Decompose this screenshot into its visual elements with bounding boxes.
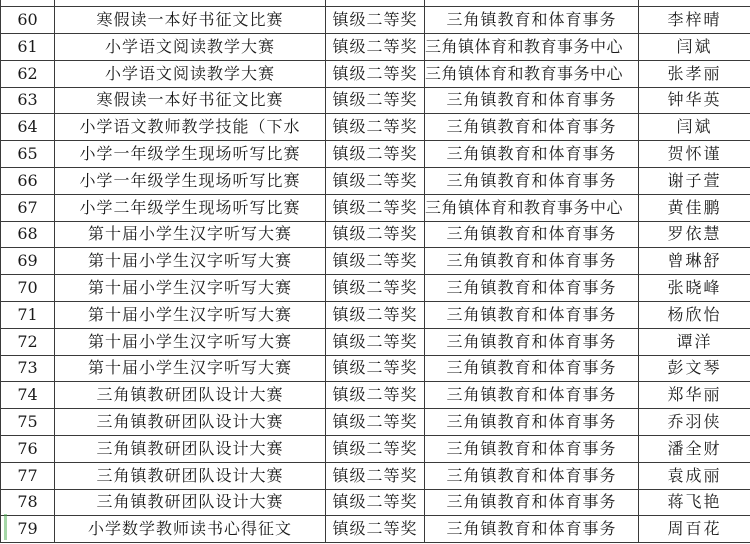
cell-organizer[interactable]: 三角镇教育和体育事务 <box>425 302 639 328</box>
cell-number[interactable]: 78 <box>0 489 55 515</box>
cell-competition-name[interactable]: 第十届小学生汉字听写大赛 <box>55 329 326 355</box>
cell-competition-name[interactable]: 第十届小学生汉字听写大赛 <box>55 355 326 381</box>
cell-competition-name[interactable]: 三角镇教研团队设计大赛 <box>55 489 326 515</box>
cell-winner[interactable]: 潘全财 <box>667 438 722 458</box>
cell-award-level[interactable]: 镇级二等奖 <box>326 382 425 408</box>
cell-competition-name[interactable]: 寒假读一本好书征文比赛 <box>55 87 326 113</box>
cell-winner[interactable]: 李梓晴 <box>667 10 722 29</box>
cell-number[interactable]: 76 <box>0 436 55 462</box>
table-row <box>0 436 750 463</box>
cell-award-level[interactable]: 镇级二等奖 <box>326 61 425 87</box>
cell-organizer[interactable]: 三角镇教育和体育事务 <box>425 248 639 274</box>
cell-competition-name[interactable]: 第十届小学生汉字听写大赛 <box>55 248 326 274</box>
cell-organizer[interactable]: 三角镇教育和体育事务 <box>425 221 639 247</box>
cell-award-level[interactable]: 镇级二等奖 <box>326 436 425 462</box>
cell-award-level[interactable]: 镇级二等奖 <box>326 114 425 140</box>
cell-award-level[interactable]: 镇级二等奖 <box>326 195 425 221</box>
cell-number[interactable]: 68 <box>0 221 55 247</box>
cell-number[interactable]: 66 <box>0 168 55 194</box>
cell-organizer[interactable]: 三角镇教育和体育事务 <box>425 114 639 140</box>
cell-award-level[interactable]: 镇级二等奖 <box>326 168 425 194</box>
table-row <box>0 355 750 382</box>
cell-organizer[interactable]: 三角镇体育和教育事务中心 <box>425 61 639 87</box>
cell-winner[interactable]: 蒋飞艳 <box>667 492 722 512</box>
cell-person[interactable] <box>639 0 750 7</box>
cell-organizer[interactable]: 三角镇教育和体育事务 <box>425 516 639 542</box>
cell-winner[interactable]: 郑华丽 <box>667 385 722 405</box>
cell-number[interactable]: 72 <box>0 329 55 355</box>
table-row <box>0 409 750 436</box>
clipped-row-above <box>0 0 750 7</box>
cell-number[interactable]: 64 <box>0 114 55 140</box>
table-row <box>0 141 750 168</box>
cell-winner[interactable]: 谢子萱 <box>667 170 722 190</box>
table-row <box>0 516 750 543</box>
cell-winner[interactable]: 彭文琴 <box>667 358 722 378</box>
cell-winner[interactable]: 罗依慧 <box>667 224 722 244</box>
table-row <box>0 195 750 222</box>
table-row <box>0 382 750 409</box>
cell-number[interactable]: 60 <box>0 7 55 33</box>
table-row <box>0 248 750 275</box>
cell-number[interactable]: 77 <box>0 463 55 489</box>
cell-award-level[interactable]: 镇级二等奖 <box>326 87 425 113</box>
cell-organizer[interactable]: 三角镇教育和体育事务 <box>425 436 639 462</box>
cell-competition-name[interactable]: 寒假读一本好书征文比赛 <box>55 7 326 33</box>
cell-competition-name[interactable]: 三角镇教研团队设计大赛 <box>55 463 326 489</box>
cell-organizer[interactable]: 三角镇教育和体育事务 <box>425 275 639 301</box>
cell-competition-name[interactable]: 小学语文阅读教学大赛 <box>55 61 326 87</box>
table-row <box>0 275 750 302</box>
cell-name[interactable] <box>55 0 326 7</box>
cell-award-level[interactable]: 镇级二等奖 <box>326 302 425 328</box>
table-row <box>0 489 750 516</box>
cell-winner[interactable]: 闫斌 <box>676 36 713 56</box>
table-row <box>0 329 750 356</box>
table-row <box>0 61 750 88</box>
cell-winner[interactable]: 闫斌 <box>676 117 713 137</box>
cell-number[interactable]: 73 <box>0 355 55 381</box>
cell-org[interactable] <box>425 0 639 7</box>
cell-award-level[interactable]: 镇级二等奖 <box>326 34 425 60</box>
cell-organizer[interactable]: 三角镇教育和体育事务 <box>425 355 639 381</box>
cell-competition-name[interactable]: 第十届小学生汉字听写大赛 <box>55 221 326 247</box>
cell-number[interactable]: 69 <box>0 248 55 274</box>
table-row <box>0 463 750 490</box>
table-row <box>0 7 750 34</box>
cell-number[interactable]: 75 <box>0 409 55 435</box>
cell-competition-name[interactable]: 第十届小学生汉字听写大赛 <box>55 302 326 328</box>
cell-winner[interactable]: 乔羽侠 <box>667 412 722 431</box>
table-row <box>0 302 750 329</box>
cell-winner[interactable]: 张孝丽 <box>667 63 722 83</box>
table-row <box>0 34 750 61</box>
cell-organizer[interactable]: 三角镇教育和体育事务 <box>425 168 639 194</box>
cell-competition-name[interactable]: 三角镇教研团队设计大赛 <box>55 382 326 408</box>
cell-competition-name[interactable]: 小学语文教师教学技能（下水 <box>55 114 326 140</box>
cell-competition-name[interactable]: 小学语文阅读教学大赛 <box>55 34 326 60</box>
cell-number[interactable]: 65 <box>0 141 55 167</box>
cell-award-level[interactable]: 镇级二等奖 <box>326 248 425 274</box>
cell-competition-name[interactable]: 小学二年级学生现场听写比赛 <box>55 195 326 221</box>
cell-competition-name[interactable]: 小学一年级学生现场听写比赛 <box>55 168 326 194</box>
cell-winner[interactable]: 钟华英 <box>667 90 722 110</box>
cell-number[interactable]: 71 <box>0 302 55 328</box>
cell-organizer[interactable]: 三角镇体育和教育事务中心 <box>425 34 639 60</box>
cell-award-level[interactable]: 镇级二等奖 <box>326 7 425 33</box>
cell-number[interactable]: 63 <box>0 87 55 113</box>
cell-competition-name[interactable]: 第十届小学生汉字听写大赛 <box>55 275 326 301</box>
cell-award-level[interactable]: 镇级二等奖 <box>326 221 425 247</box>
cell-award-level[interactable]: 镇级二等奖 <box>326 275 425 301</box>
cell-winner[interactable]: 谭洋 <box>676 331 713 351</box>
cell-organizer[interactable]: 三角镇教育和体育事务 <box>425 7 639 33</box>
table-row <box>0 87 750 114</box>
cell-award-level[interactable]: 镇级二等奖 <box>326 355 425 381</box>
cell-winner[interactable]: 袁成丽 <box>667 465 722 485</box>
cell-number[interactable]: 79 <box>0 516 55 542</box>
cell-competition-name[interactable]: 三角镇教研团队设计大赛 <box>55 436 326 462</box>
cell-award-level[interactable]: 镇级二等奖 <box>326 463 425 489</box>
cell-competition-name[interactable]: 小学一年级学生现场听写比赛 <box>55 141 326 167</box>
cell-num[interactable] <box>0 0 55 7</box>
cell-organizer[interactable]: 三角镇教育和体育事务 <box>425 463 639 489</box>
cell-organizer[interactable]: 三角镇教育和体育事务 <box>425 489 639 515</box>
cell-organizer[interactable]: 三角镇教育和体育事务 <box>425 87 639 113</box>
table-row <box>0 114 750 141</box>
cell-organizer[interactable]: 三角镇体育和教育事务中心 <box>425 195 639 221</box>
cell-award-level[interactable]: 镇级二等奖 <box>326 489 425 515</box>
cell-winner[interactable]: 杨欣怡 <box>667 304 722 324</box>
cell-award-level[interactable]: 镇级二等奖 <box>326 329 425 355</box>
cell-winner[interactable]: 曾琳舒 <box>667 251 722 271</box>
cell-number[interactable]: 61 <box>0 34 55 60</box>
cell-award-level[interactable]: 镇级二等奖 <box>326 516 425 542</box>
active-cell-indicator <box>4 514 7 540</box>
cell-winner[interactable]: 周百花 <box>667 519 722 539</box>
cell-organizer[interactable]: 三角镇教育和体育事务 <box>425 329 639 355</box>
cell-number[interactable]: 62 <box>0 61 55 87</box>
cell-award[interactable] <box>326 0 425 7</box>
cell-competition-name[interactable]: 三角镇教研团队设计大赛 <box>55 409 326 435</box>
table-row <box>0 168 750 195</box>
table-row <box>0 221 750 248</box>
cell-award-level[interactable]: 镇级二等奖 <box>326 141 425 167</box>
cell-winner[interactable]: 黄佳鹏 <box>667 197 722 217</box>
cell-number[interactable]: 74 <box>0 382 55 408</box>
cell-number[interactable]: 67 <box>0 195 55 221</box>
cell-winner[interactable]: 贺怀谨 <box>667 144 722 163</box>
cell-organizer[interactable]: 三角镇教育和体育事务 <box>425 409 639 435</box>
cell-number[interactable]: 70 <box>0 275 55 301</box>
cell-competition-name[interactable]: 小学数学教师读书心得征文 <box>55 516 326 542</box>
cell-winner[interactable]: 张晓峰 <box>667 278 722 297</box>
cell-organizer[interactable]: 三角镇教育和体育事务 <box>425 382 639 408</box>
cell-organizer[interactable]: 三角镇教育和体育事务 <box>425 141 639 167</box>
cell-award-level[interactable]: 镇级二等奖 <box>326 409 425 435</box>
